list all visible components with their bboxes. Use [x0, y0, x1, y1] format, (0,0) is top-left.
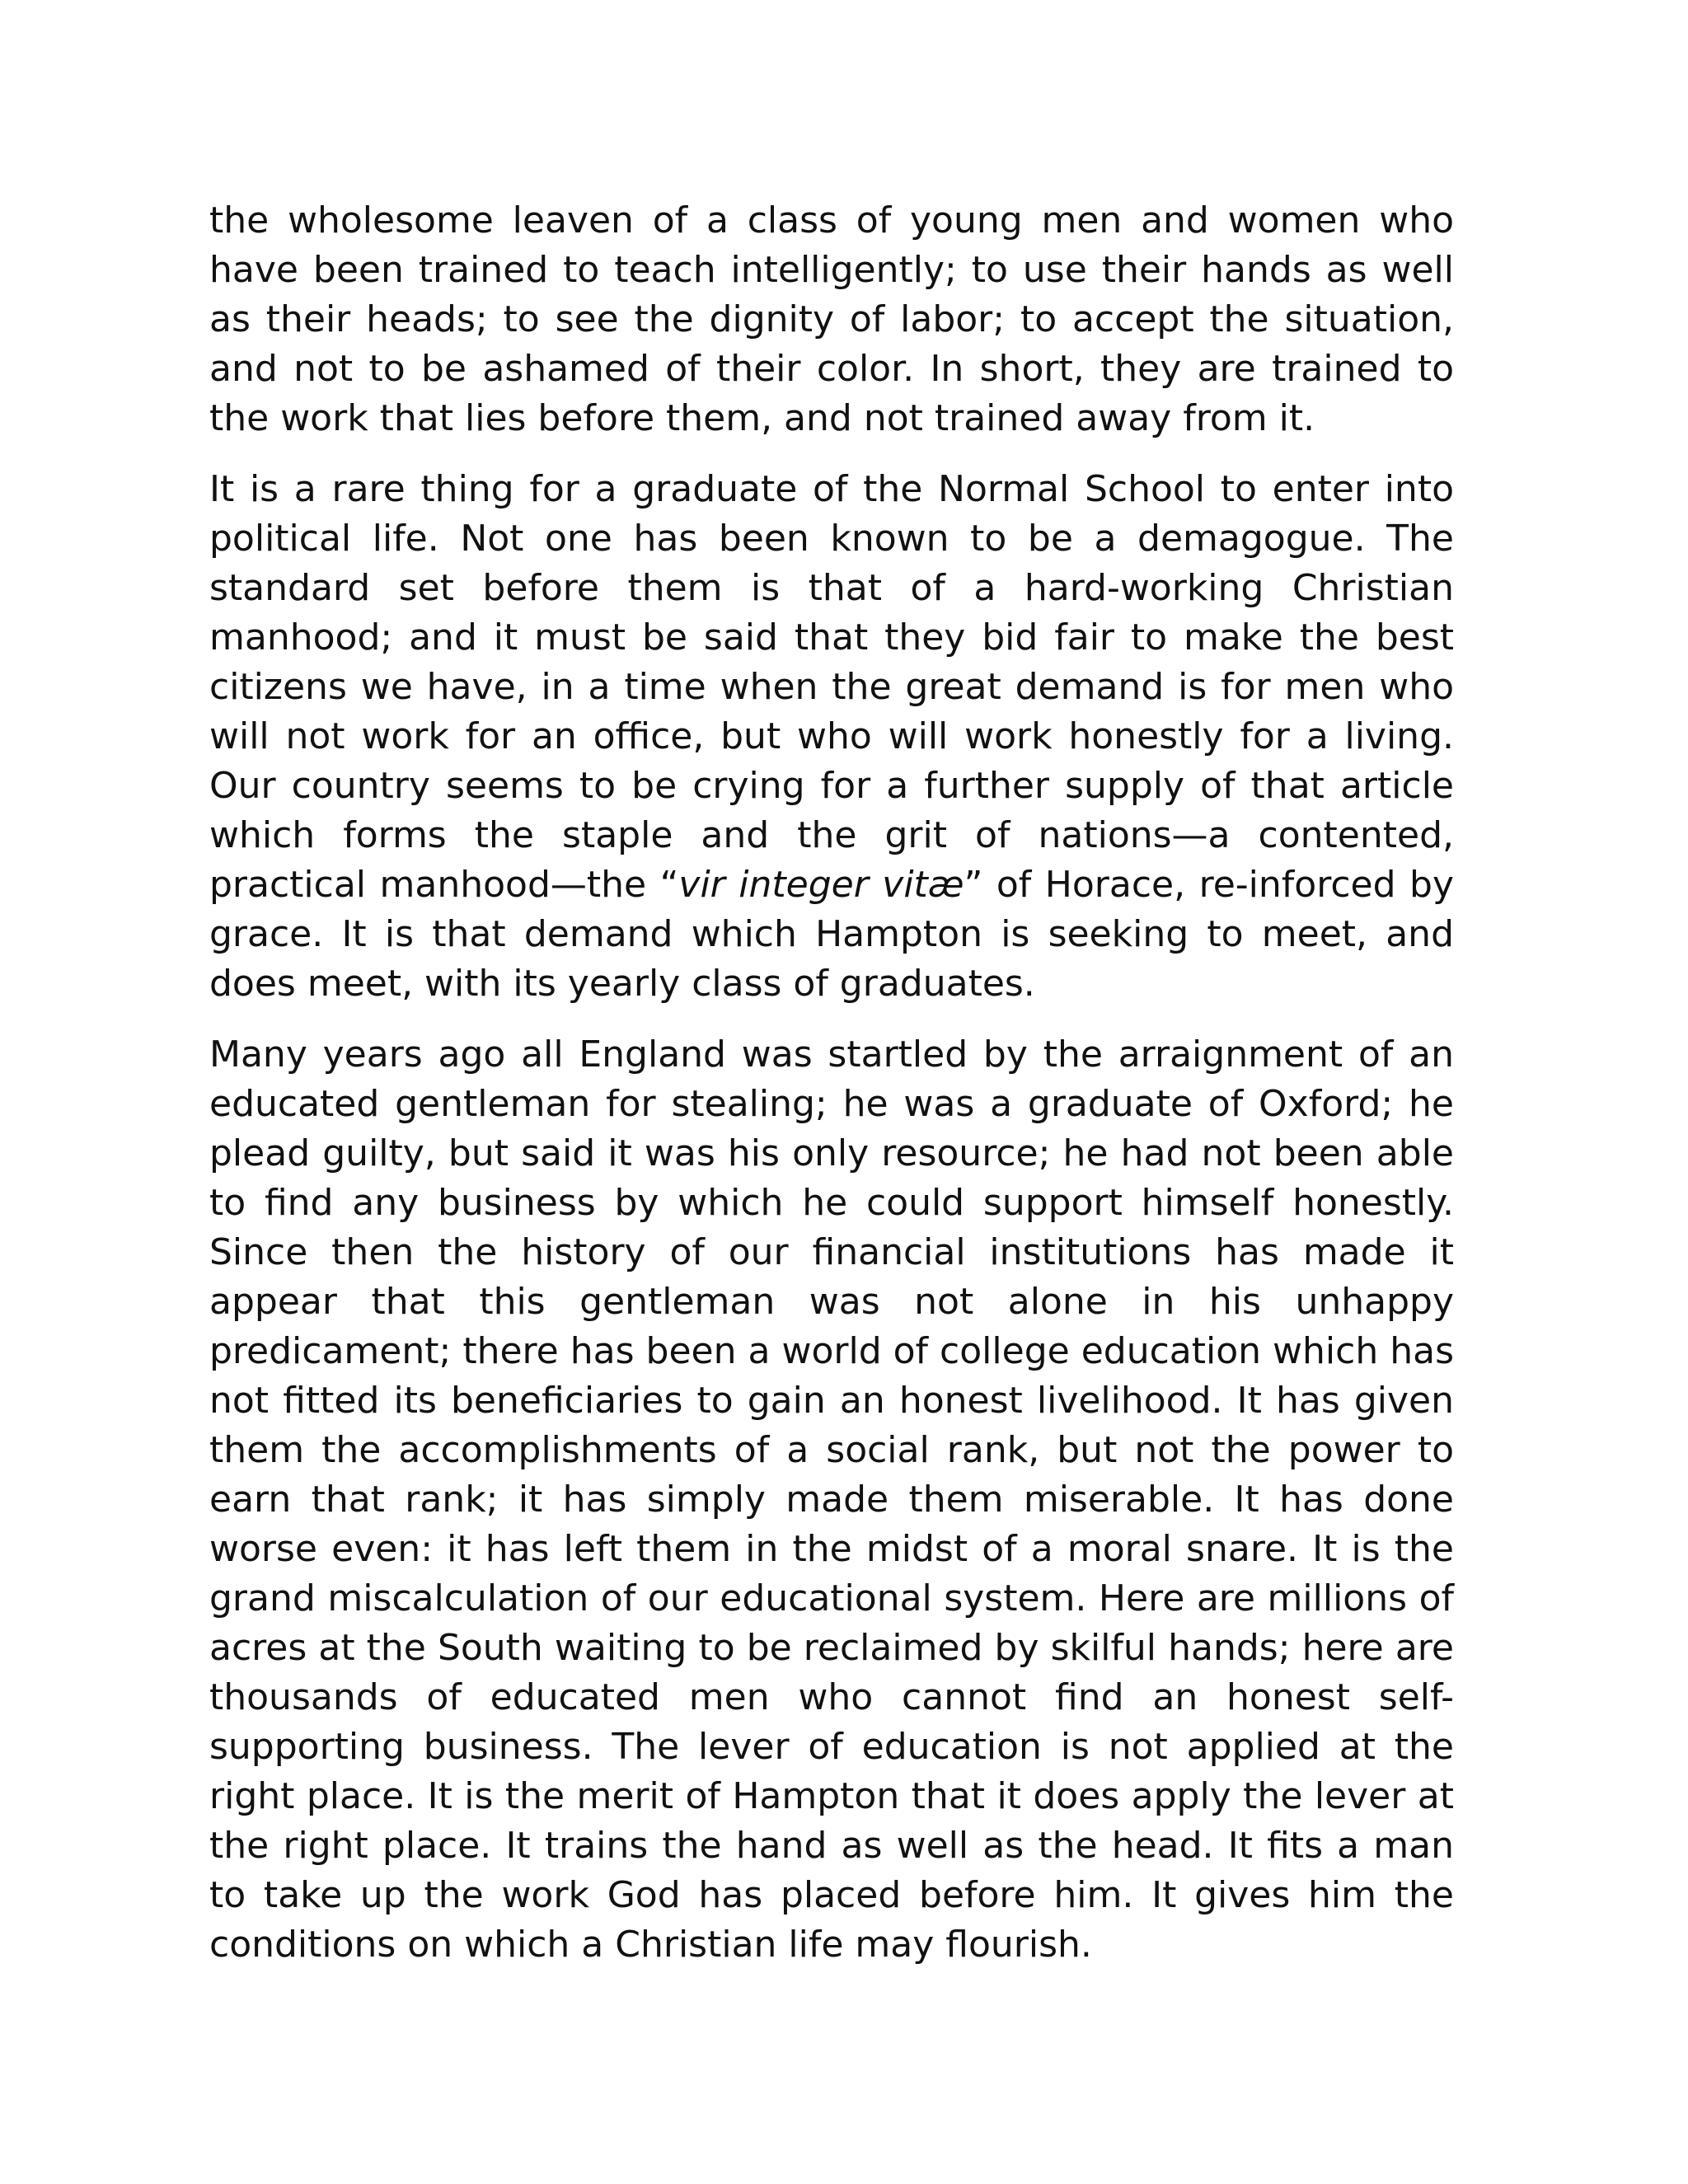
paragraph-3: Many years ago all England was startled by the arraignment of an educated gentleman for stealing; he was a graduate of Oxford; he plead guilty, but said it was his only resource; he had not been able to find any business by which he could support himself honestly. Since then the history of our financial institutions has made it appear that this gentleman was not alone in his unhappy predicament; there has been a world of college education which has not fitted its beneficiaries to gain an honest livelihood. It has given them the accomplishments of a social rank, but not the power to earn that rank; it has simply made them miserable. It has done worse even: it has left them in the midst of a moral snare. It is the grand miscalculation of our educational system. Here are millions of acres at the South waiting to be reclaimed by skilful hands; here are thousands of educated men who cannot find an honest self-supporting business. The lever of education is not applied at the right place. It is the merit of Hampton that it does apply the lever at the right place. It trains the hand as well as the head. It fits a man to take up the work God has placed before him. It gives him the conditions on which a Christian life may flourish. — [209, 1033, 1454, 1966]
paragraph-2-text-after: ” of Horace, re-inforced by grace. It is that demand which Hampton is seeking to meet, and does meet, with its yearly class of graduates. — [209, 864, 1454, 1005]
paragraph-2-text-before: It is a rare thing for a graduate of the Normal School to enter into political life. Not one has been known to be a demagogue. The standard set before them is that of a hard-working Christian manhood; and it must be said that they bid fair to make the best citizens we have, in a time when the great demand is for men who will not work for an office, but who will work honestly for a living. Our country seems to be crying for a further supply of that article which forms the staple and the grit of nations—a contented, practical manhood—the “ — [209, 468, 1454, 906]
document-page — [209, 196, 1454, 1970]
paragraph-1: the wholesome leaven of a class of young men and women who have been trained to teach intelligently; to use their hands as well as their heads; to see the dignity of labor; to accept the situation, and not to be ashamed of their color. In short, they are trained to the work that lies before them, and not trained away from it. — [209, 199, 1454, 439]
paragraph-2 — [209, 465, 1454, 1009]
latin-phrase: vir integer vitæ — [678, 864, 964, 906]
